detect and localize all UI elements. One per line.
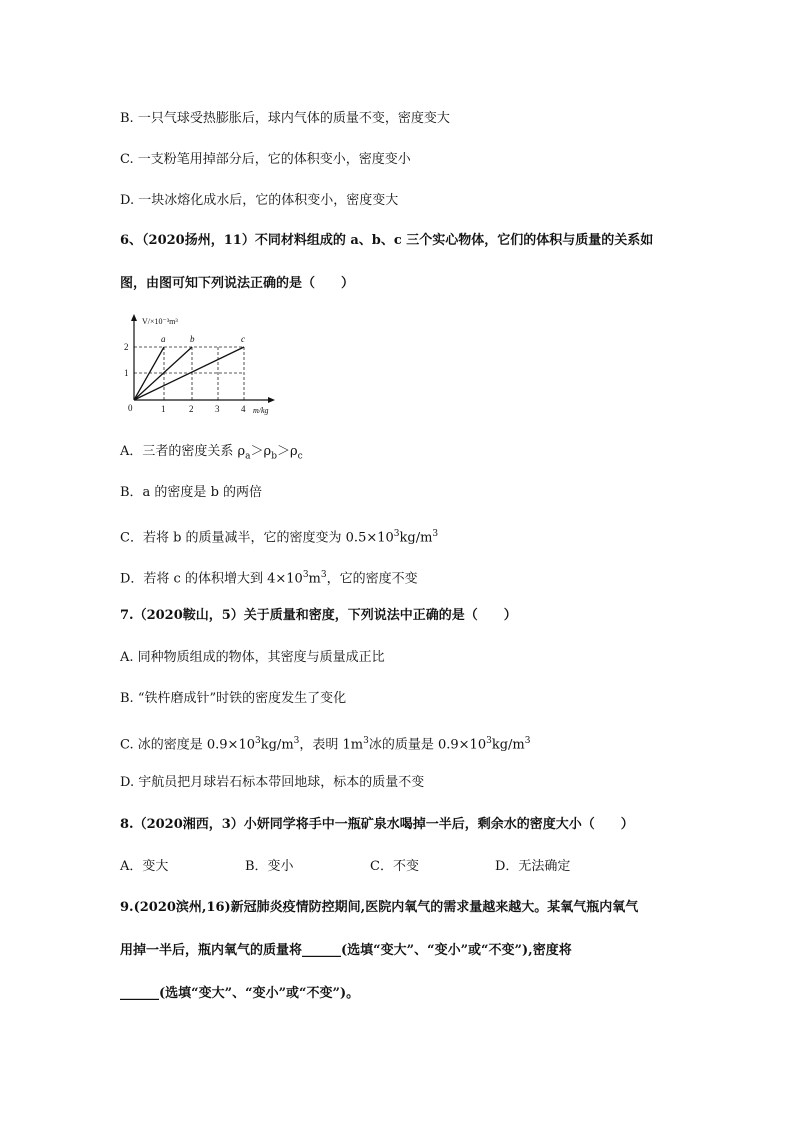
x-tick-2: 2 — [189, 404, 194, 414]
q8-option-d: D．无法确定 — [495, 859, 571, 874]
q5-option-c: C. 一支粉笔用掉部分后，它的体积变小，密度变小 — [120, 152, 411, 167]
q7-option-c-part-1: C. 冰的密度是 0.9×10 — [120, 737, 255, 753]
q9-line-3: ______(选填“变大”、“变小”或“不变”)。 — [120, 986, 360, 1001]
q6-option-a — [120, 443, 303, 466]
q8-option-c: C．不变 — [370, 859, 419, 874]
q7-option-c-part-2: kg/m — [260, 737, 294, 753]
q7-stem: 7.（2020鞍山，5）关于质量和密度，下列说法中正确的是（ ） — [120, 608, 517, 623]
q6-option-d-suffix: ，它的密度不变 — [326, 571, 418, 587]
q6-option-c-exponent: 3 — [393, 529, 400, 539]
q5-option-d: D. 一块冰熔化成水后，它的体积变小，密度变大 — [120, 193, 399, 208]
series-line-a — [134, 347, 164, 400]
series-label-b: b — [190, 334, 195, 344]
x-tick-1: 1 — [161, 404, 166, 414]
q6-option-d-text: D．若将 c 的体积增大到 4×10 — [120, 571, 303, 587]
q7-option-c-exp-3: 3 — [363, 736, 369, 746]
y-tick-1: 1 — [124, 368, 129, 378]
q8-option-a: A．变大 — [120, 859, 169, 874]
q6-option-a-gt-2: ＞ρ — [276, 444, 298, 459]
rho-subscript-b: b — [271, 451, 277, 462]
y-tick-2: 2 — [124, 342, 129, 352]
q9-line-1: 9.(2020滨州,16)新冠肺炎疫情防控期间,医院内氧气的需求量越来越大。某氧气瓶内氧气 — [120, 900, 639, 915]
rho-subscript-c: c — [297, 451, 303, 462]
q8-stem: 8.（2020湘西，3）小妍同学将手中一瓶矿泉水喝掉一半后，剩余水的密度大小（ ） — [120, 817, 634, 832]
x-tick-4: 4 — [241, 404, 246, 414]
q7-option-c-exp-1: 3 — [255, 736, 261, 746]
q7-option-d: D. 宇航员把月球岩石标本带回地球，标本的质量不变 — [120, 775, 425, 790]
q6-option-c-text: C．若将 b 的质量减半，它的密度变为 0.5×10 — [120, 530, 394, 546]
y-axis-label: V/×10⁻³m³ — [142, 317, 178, 326]
q6-stem-line-1: 6、（2020扬州，11）不同材料组成的 a、b、c 三个实心物体，它们的体积与质量的关系如 — [120, 233, 654, 248]
q6-option-a-gt-1: ＞ρ — [250, 444, 272, 459]
series-line-b — [134, 347, 192, 400]
q7-option-a: A. 同种物质组成的物体，其密度与质量成正比 — [120, 650, 385, 665]
q6-option-b: B．a 的密度是 b 的两倍 — [120, 485, 263, 500]
q6-option-c-unit-exponent: 3 — [432, 529, 439, 539]
series-line-c — [134, 347, 244, 400]
series-label-c: c — [241, 334, 245, 344]
q8-option-b: B．变小 — [245, 859, 294, 874]
q7-option-c-part-3: ，表明 1m — [299, 737, 364, 753]
q8-options — [120, 858, 570, 876]
q7-option-c-exp-2: 3 — [293, 736, 300, 746]
q9-line-2: 用掉一半后，瓶内氧气的质量将______(选填“变大”、“变小”或“不变”),密度将 — [120, 943, 572, 958]
q7-option-c — [120, 732, 530, 754]
q7-option-c-exp-5: 3 — [524, 736, 531, 746]
x-axis-arrow-icon — [268, 397, 275, 403]
q5-option-b: B. 一只气球受热膨胀后，球内气体的质量不变，密度变大 — [120, 111, 450, 126]
q6-option-c-unit: kg/m — [399, 530, 433, 546]
q7-option-b: B. “铁杵磨成针”时铁的密度发生了变化 — [120, 691, 347, 706]
q6-option-c — [120, 525, 438, 547]
q7-option-c-part-4: 冰的质量是 0.9×10 — [368, 737, 487, 753]
volume-mass-graph — [118, 312, 288, 417]
x-tick-3: 3 — [215, 404, 220, 414]
q6-option-d-exponent: 3 — [302, 570, 309, 580]
q7-option-c-exp-4: 3 — [486, 736, 492, 746]
q6-option-d-unit: m — [308, 571, 321, 587]
q6-option-a-text: A．三者的密度关系 ρ — [120, 444, 246, 459]
q6-option-d — [120, 566, 418, 588]
q7-option-c-part-5: kg/m — [491, 737, 525, 753]
x-axis-label: m/kg — [253, 406, 269, 415]
origin-label: 0 — [128, 403, 133, 413]
rho-subscript-a: a — [245, 451, 251, 462]
series-label-a: a — [161, 334, 166, 344]
q6-stem-line-2: 图，由图可知下列说法正确的是（ ） — [120, 276, 355, 291]
q6-option-d-unit-exponent: 3 — [320, 570, 327, 580]
y-axis-arrow-icon — [131, 314, 137, 321]
